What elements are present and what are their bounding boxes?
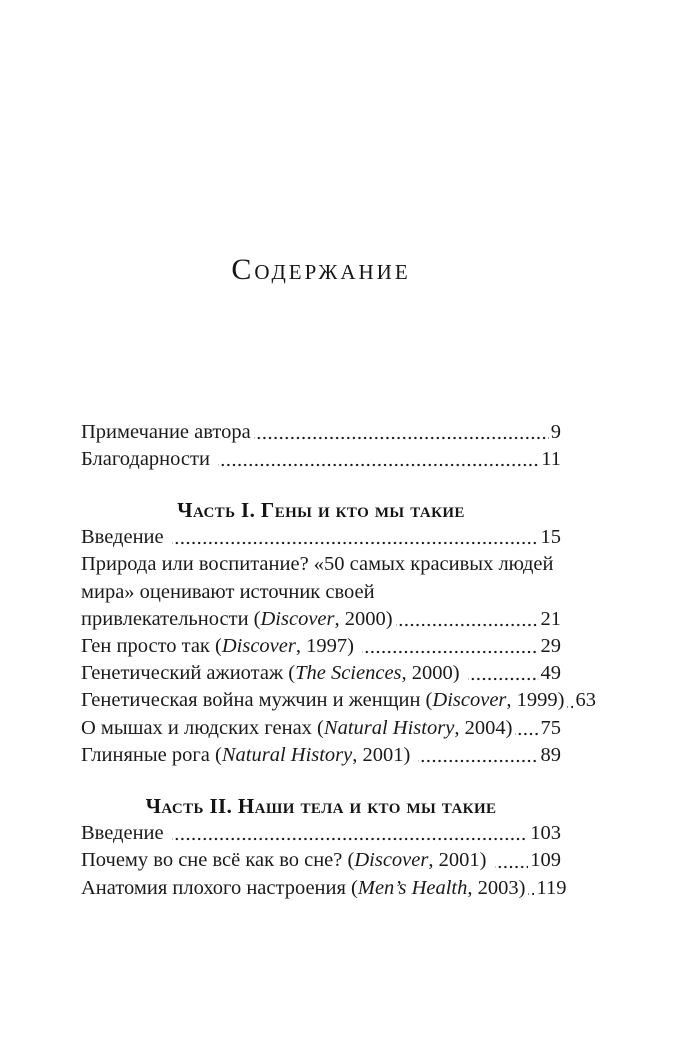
toc-section bbox=[81, 497, 596, 769]
entry-title bbox=[81, 419, 251, 446]
section-heading: Часть I. Гены и кто мы такие bbox=[177, 497, 465, 522]
page-number: 75 bbox=[540, 716, 561, 739]
toc-entry bbox=[81, 742, 561, 769]
entry-text-segment: Введение bbox=[81, 526, 169, 549]
toc-entry-line bbox=[81, 633, 561, 660]
entry-title bbox=[81, 606, 393, 633]
entry-title bbox=[81, 687, 564, 714]
toc-entry bbox=[81, 687, 596, 714]
entry-title bbox=[81, 524, 169, 551]
dot-leader bbox=[468, 660, 539, 687]
dot-leader bbox=[172, 524, 539, 551]
dot-leader bbox=[396, 606, 539, 633]
entry-text-segment: Ген просто так ( bbox=[81, 634, 222, 657]
dot-leader bbox=[567, 687, 573, 714]
toc-entry bbox=[81, 524, 561, 551]
toc-entry-line bbox=[81, 875, 567, 902]
entry-text-segment: , 2000) bbox=[401, 662, 465, 685]
journal-name: Natural History bbox=[323, 716, 455, 739]
entry-title bbox=[81, 820, 169, 847]
entry-text-segment: Природа или воспитание? «50 самых красивых людей bbox=[81, 553, 554, 576]
entry-title bbox=[81, 551, 553, 578]
entry-text-segment: Анатомия плохого настроения ( bbox=[81, 876, 358, 899]
entry-text-segment: , 1997) bbox=[295, 634, 360, 657]
entry-title bbox=[81, 715, 512, 742]
page-number: 11 bbox=[541, 447, 561, 470]
journal-name: Men’s Health bbox=[357, 876, 468, 899]
dot-leader bbox=[528, 875, 534, 902]
entry-text-segment: Почему во сне всё как во сне? ( bbox=[81, 849, 355, 872]
dot-leader bbox=[218, 446, 539, 473]
table-of-contents bbox=[81, 419, 596, 902]
toc-entry bbox=[81, 551, 561, 633]
page-number: 103 bbox=[530, 822, 561, 845]
toc-entry bbox=[81, 875, 567, 902]
toc-entry-line bbox=[81, 606, 561, 633]
entry-title bbox=[81, 446, 215, 473]
entry-title bbox=[81, 742, 415, 769]
page-number: 49 bbox=[540, 662, 561, 685]
toc-entry-line bbox=[81, 419, 561, 446]
toc-entry bbox=[81, 419, 561, 446]
journal-name: Discover bbox=[354, 849, 429, 872]
toc-entry-line bbox=[81, 524, 561, 551]
entry-text-segment: , 2001) bbox=[428, 849, 492, 872]
entry-text-segment: мира» оценивают источник своей bbox=[81, 580, 375, 603]
entry-text-segment: привлекательности ( bbox=[81, 607, 261, 630]
entry-text-segment: Введение bbox=[81, 822, 169, 845]
section-heading: Часть II. Наши тела и кто мы такие bbox=[145, 793, 497, 818]
entry-title bbox=[81, 660, 465, 687]
dot-leader bbox=[495, 847, 529, 874]
toc-entry-line bbox=[81, 551, 561, 578]
dot-leader bbox=[362, 633, 538, 660]
journal-name: Discover bbox=[432, 689, 507, 712]
page-number: 21 bbox=[540, 607, 561, 630]
toc-entry bbox=[81, 715, 561, 742]
toc-entry bbox=[81, 820, 561, 847]
entry-text-segment: Примечание автора bbox=[81, 420, 251, 443]
page-number: 63 bbox=[575, 689, 596, 712]
entry-title bbox=[81, 847, 492, 874]
journal-name: Natural History bbox=[221, 743, 353, 766]
entry-text-segment: , 2001) bbox=[352, 743, 416, 766]
dot-leader bbox=[418, 742, 538, 769]
toc-entry bbox=[81, 847, 561, 874]
page-number: 89 bbox=[540, 743, 561, 766]
journal-name: Discover bbox=[221, 634, 296, 657]
entry-text-segment: Глиняные рога ( bbox=[81, 743, 222, 766]
toc-entry-line bbox=[81, 847, 561, 874]
toc-entry-line bbox=[81, 446, 561, 473]
entry-title bbox=[81, 633, 359, 660]
journal-name: Discover bbox=[260, 607, 335, 630]
toc-entry-line bbox=[81, 687, 596, 714]
page-number: 119 bbox=[536, 876, 567, 899]
dot-leader bbox=[254, 419, 549, 446]
page-number: 109 bbox=[530, 849, 561, 872]
dot-leader bbox=[515, 715, 538, 742]
page-number: 9 bbox=[550, 420, 561, 443]
page-number: 15 bbox=[540, 526, 561, 549]
entry-title bbox=[81, 875, 525, 902]
entry-text-segment: , 1999) bbox=[506, 689, 565, 712]
toc-entry bbox=[81, 660, 561, 687]
toc-entry-line bbox=[81, 742, 561, 769]
entry-text-segment: , 2004) bbox=[454, 716, 513, 739]
toc-entry-line bbox=[81, 579, 561, 606]
entry-text-segment: , 2003) bbox=[467, 876, 526, 899]
dot-leader bbox=[172, 820, 528, 847]
toc-section bbox=[81, 419, 561, 473]
entry-text-segment: Генетическая война мужчин и женщин ( bbox=[81, 689, 433, 712]
toc-section bbox=[81, 793, 567, 902]
toc-entry bbox=[81, 446, 561, 473]
entry-text-segment: , 2000) bbox=[334, 607, 393, 630]
entry-text-segment: Генетический ажиотаж ( bbox=[81, 662, 296, 685]
toc-entry bbox=[81, 633, 561, 660]
entry-title bbox=[81, 579, 375, 606]
toc-entry-line bbox=[81, 660, 561, 687]
journal-name: The Sciences bbox=[295, 662, 402, 685]
page-title: Содержание bbox=[231, 253, 411, 286]
page-number: 29 bbox=[540, 634, 561, 657]
entry-text-segment: Благодарности bbox=[81, 447, 216, 470]
entry-text-segment: О мышах и людских генах ( bbox=[81, 716, 324, 739]
toc-entry-line bbox=[81, 715, 561, 742]
toc-entry-line bbox=[81, 820, 561, 847]
